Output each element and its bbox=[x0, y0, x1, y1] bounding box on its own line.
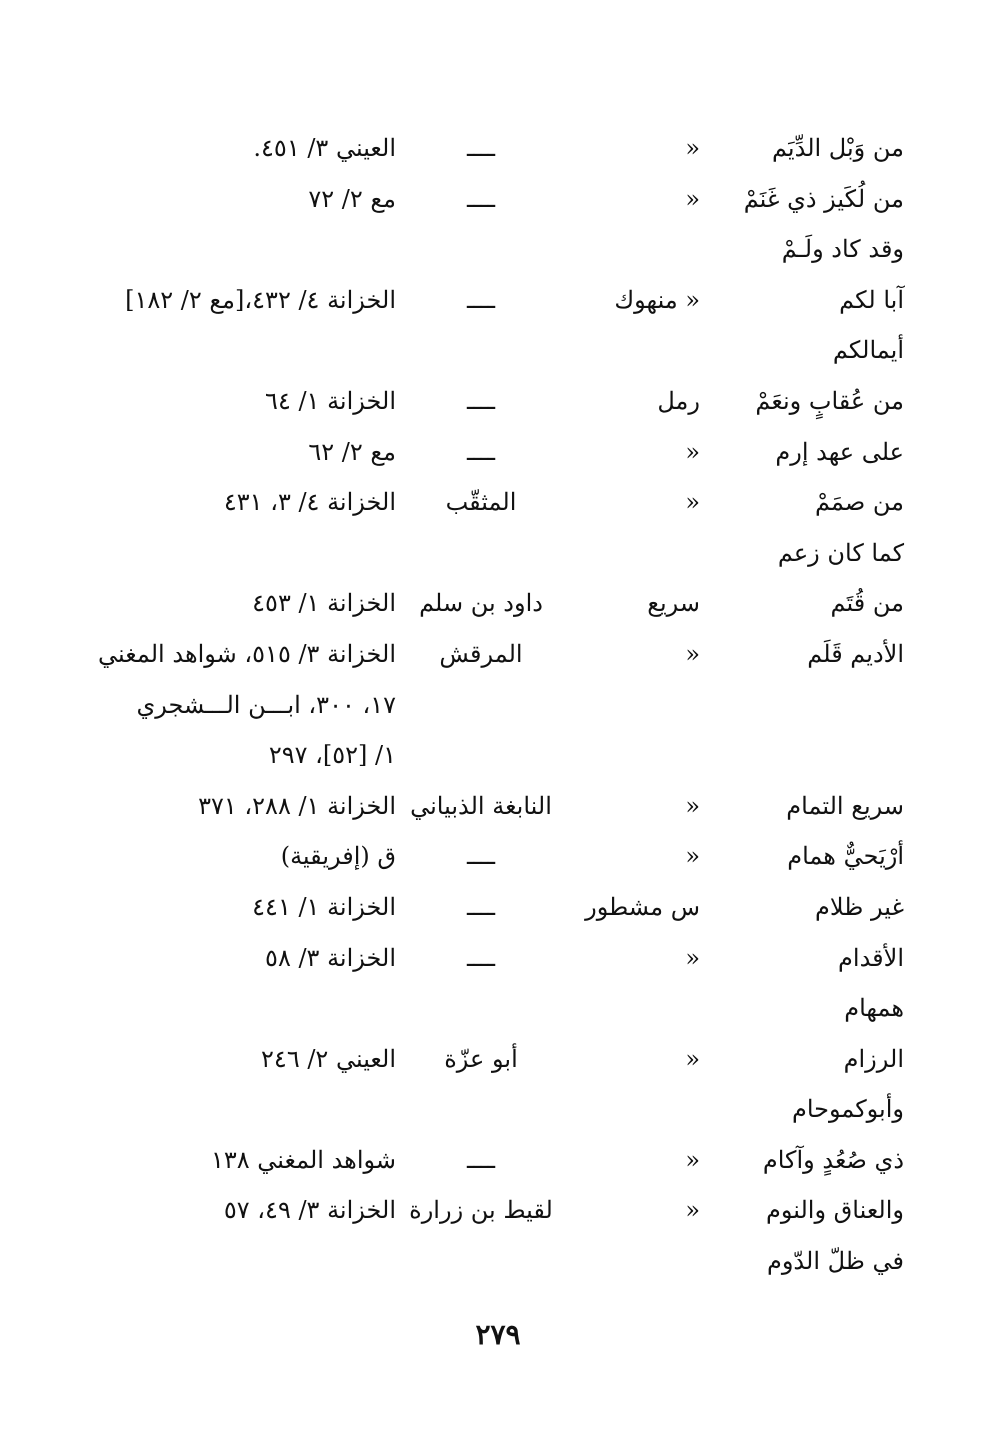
verse-ending: من قُتَم bbox=[830, 589, 904, 618]
verse-ending: على عهد إرم bbox=[775, 437, 904, 466]
table-row bbox=[0, 224, 996, 275]
verse-ending: أيمالكم bbox=[832, 336, 904, 365]
table-row bbox=[0, 983, 996, 1034]
poet: ــــ bbox=[466, 386, 496, 415]
table-row bbox=[0, 123, 996, 174]
meter: « bbox=[685, 791, 700, 820]
table-row bbox=[0, 578, 996, 629]
meter: « bbox=[685, 842, 700, 871]
verse-ending: الأديم قَلَم bbox=[807, 639, 904, 668]
table-row bbox=[0, 882, 996, 933]
verse-ending: الرزام bbox=[843, 1044, 904, 1073]
table-row bbox=[0, 781, 996, 832]
poet: المثقّب bbox=[445, 488, 517, 517]
source-reference: شواهد المغني ١٣٨ bbox=[210, 1145, 396, 1174]
table-row bbox=[0, 1034, 996, 1085]
source-reference: الخزانة ١/ ٤٤١ bbox=[252, 892, 396, 921]
meter: « منهوك bbox=[614, 285, 700, 314]
table-row bbox=[0, 325, 996, 376]
source-reference: مع ٢/ ٦٢ bbox=[308, 437, 396, 466]
source-reference: العيني ٣/ ٤٥١. bbox=[253, 134, 396, 162]
table-row bbox=[0, 528, 996, 579]
poet: ــــ bbox=[466, 1145, 496, 1174]
verse-ending: من صمَمْ bbox=[815, 488, 904, 517]
verse-ending: كما كان زعم bbox=[777, 538, 904, 567]
table-row bbox=[0, 1084, 996, 1135]
table-row bbox=[0, 275, 996, 326]
source-reference: الخزانة ٣/ ٥٨ bbox=[265, 943, 396, 972]
verse-ending: من وَبْل الدِّيَم bbox=[771, 134, 904, 162]
source-reference: الخزانة ٤/ ٤٣٢،[مع ٢/ ١٨٢] bbox=[125, 285, 396, 314]
source-reference: الخزانة ٤/ ٣، ٤٣١ bbox=[223, 488, 396, 517]
source-reference: الخزانة ٣/ ٤٩، ٥٧ bbox=[223, 1196, 396, 1225]
table-row bbox=[0, 1185, 996, 1236]
meter: « bbox=[685, 1044, 700, 1073]
table-row bbox=[0, 1135, 996, 1186]
source-reference: ١٧، ٣٠٠، ابـــن الـــشجري bbox=[136, 690, 396, 719]
table-row bbox=[0, 427, 996, 478]
verse-ending: الأقدام bbox=[838, 943, 904, 972]
source-reference: الخزانة ١/ ٤٥٣ bbox=[252, 589, 396, 618]
meter: س مشطور bbox=[585, 892, 700, 921]
source-reference: الخزانة ١/ ٢٨٨، ٣٧١ bbox=[198, 791, 396, 820]
verse-ending: سريع التمام bbox=[786, 791, 904, 820]
page-number: ٢٧٩ bbox=[475, 1318, 521, 1351]
table-row bbox=[0, 174, 996, 225]
table-row bbox=[0, 680, 996, 731]
verse-ending: وأبوكموحام bbox=[791, 1095, 904, 1124]
verse-ending: أرْيَحيٌّ همام bbox=[787, 842, 904, 871]
verse-ending: والعناق والنوم bbox=[765, 1196, 904, 1225]
verse-ending: همهام bbox=[844, 994, 904, 1023]
source-reference: الخزانة ١/ ٦٤ bbox=[265, 386, 396, 415]
meter: « bbox=[685, 134, 700, 162]
verse-ending: من عُقابٍ ونعَمْ bbox=[755, 386, 904, 415]
poet: ــــ bbox=[466, 892, 496, 921]
table-row bbox=[0, 477, 996, 528]
poet: أبو عزّة bbox=[444, 1044, 518, 1073]
verse-ending: غير ظلام bbox=[815, 892, 904, 921]
poet: المرقش bbox=[439, 639, 523, 668]
meter: « bbox=[685, 943, 700, 972]
table-row bbox=[0, 933, 996, 984]
verse-ending: وقد كاد ولَـمْ bbox=[781, 235, 904, 264]
meter: « bbox=[685, 184, 700, 213]
verse-ending: من لُكَيز ذي غَنَمْ bbox=[743, 184, 904, 213]
source-reference: الخزانة ٣/ ٥١٥، شواهد المغني bbox=[98, 639, 396, 668]
poet: ــــ bbox=[466, 184, 496, 213]
meter: سريع bbox=[647, 589, 700, 618]
poet: ــــ bbox=[466, 285, 496, 314]
verse-ending: في ظلّ الدّوم bbox=[766, 1247, 904, 1276]
meter: رمل bbox=[657, 386, 700, 415]
source-reference: ق (إفريقية) bbox=[280, 842, 396, 871]
source-reference: ١/ [٥٢]، ٢٩٧ bbox=[268, 741, 396, 770]
poet: ــــ bbox=[466, 437, 496, 466]
meter: « bbox=[685, 639, 700, 668]
poet: ــــ bbox=[466, 134, 496, 162]
verse-ending: آبا لكم bbox=[839, 285, 904, 314]
source-reference: العيني ٢/ ٢٤٦ bbox=[261, 1044, 396, 1073]
table-row bbox=[0, 730, 996, 781]
meter: « bbox=[685, 1145, 700, 1174]
table-row bbox=[0, 831, 996, 882]
index-table bbox=[0, 123, 996, 1287]
table-row bbox=[0, 1236, 996, 1287]
verse-ending: ذي صُعُدٍ وآكام bbox=[762, 1145, 904, 1174]
meter: « bbox=[685, 437, 700, 466]
poet: داود بن سلم bbox=[419, 589, 543, 618]
poet: لقيط بن زرارة bbox=[409, 1196, 553, 1225]
meter: « bbox=[685, 488, 700, 517]
table-row bbox=[0, 629, 996, 680]
table-row bbox=[0, 376, 996, 427]
meter: « bbox=[685, 1196, 700, 1225]
source-reference: مع ٢/ ٧٢ bbox=[308, 184, 396, 213]
poet: النابغة الذبياني bbox=[410, 791, 552, 820]
poet: ــــ bbox=[466, 842, 496, 871]
poet: ــــ bbox=[466, 943, 496, 972]
